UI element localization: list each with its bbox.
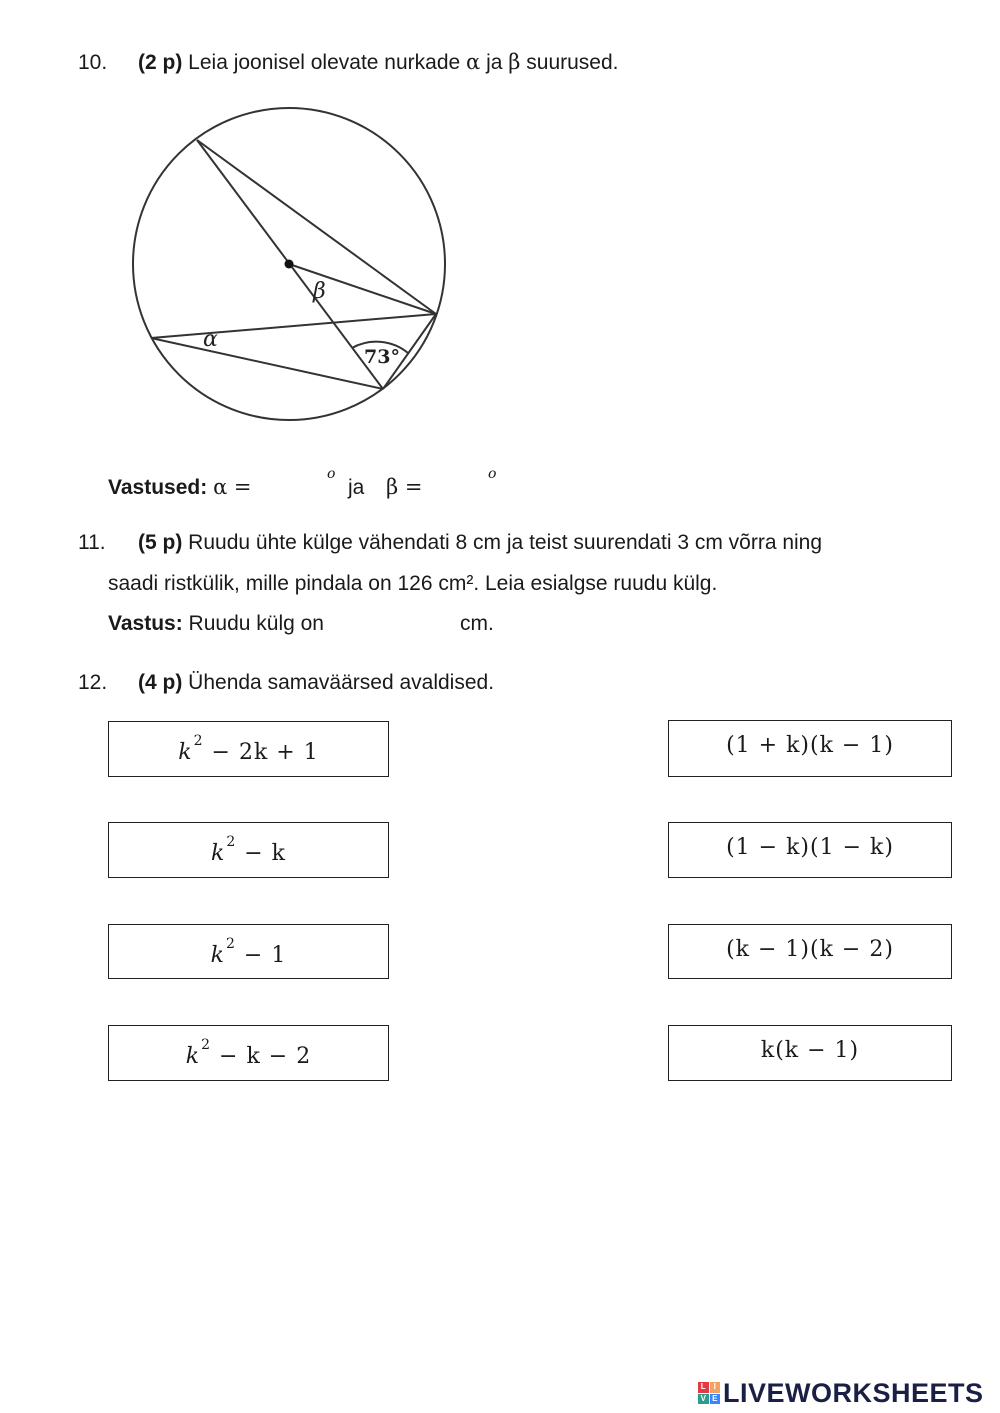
- q11-answer: [108, 613, 324, 634]
- q11-line1-text: Ruudu ühte külge vähendati 8 cm ja teist suurendati 3 cm võrra ning: [188, 531, 823, 554]
- q10-alpha: α: [466, 50, 481, 74]
- left-expression-box-1[interactable]: [108, 721, 389, 777]
- logo-tile-3: V: [698, 1394, 709, 1405]
- q10-and: ja: [486, 51, 503, 74]
- logo-tile-1: L: [698, 1382, 709, 1393]
- q11-line2: saadi ristkülik, mille pindala on 126 cm². Leia esialgse ruudu külg.: [108, 572, 718, 595]
- center-point: [285, 260, 294, 269]
- q12-prompt: [138, 672, 494, 693]
- left-expression-box-2[interactable]: [108, 822, 389, 878]
- left-expression-box-4[interactable]: [108, 1025, 389, 1081]
- left-expression-box-3[interactable]: [108, 924, 389, 979]
- right-expression-box-4[interactable]: [668, 1025, 952, 1081]
- beta-answer-field[interactable]: [432, 470, 486, 502]
- label-beta: β: [313, 279, 326, 304]
- beta-degree-mark: o: [488, 466, 497, 482]
- chord-left-to-right: [151, 314, 436, 338]
- right-expression-box-2[interactable]: [668, 822, 952, 878]
- right-expression-4: k(k − 1): [760, 1038, 860, 1063]
- q10-text-post: suurused.: [526, 51, 619, 74]
- logo-tile-2: I: [710, 1382, 721, 1393]
- q10-points: (2 p): [138, 51, 183, 74]
- left-expression-2: $k^2 - k$: [210, 834, 287, 866]
- liveworksheets-logo: [698, 1378, 984, 1408]
- logo-tiles-icon: [698, 1382, 720, 1404]
- q10-beta: β: [508, 50, 521, 74]
- q10-answers: [108, 477, 252, 498]
- right-expression-1: (1 + k)(k − 1): [726, 733, 894, 758]
- circle-figure: [0, 0, 1000, 440]
- q12-points: (4 p): [138, 671, 183, 694]
- q10-answers-label: Vastused:: [108, 476, 208, 499]
- right-expression-2: (1 − k)(1 − k): [726, 835, 894, 860]
- q12-text: Ühenda samaväärsed avaldised.: [188, 671, 495, 694]
- q11-answer-label: Vastus:: [108, 612, 183, 635]
- right-expression-box-1[interactable]: [668, 720, 952, 777]
- alpha-answer-field[interactable]: [272, 470, 326, 502]
- left-expression-4: $k^2 - k - 2$: [185, 1037, 312, 1069]
- q10-ja: ja: [348, 476, 365, 499]
- right-expression-3: (k − 1)(k − 2): [726, 937, 894, 962]
- q11-line1: [138, 532, 822, 553]
- q12-number: 12.: [78, 671, 108, 694]
- label-alpha: α: [203, 327, 218, 352]
- q11-points: (5 p): [138, 531, 183, 554]
- side-length-answer-field[interactable]: [356, 606, 454, 638]
- radius-to-right: [289, 264, 436, 314]
- alpha-degree-mark: o: [327, 466, 336, 482]
- left-expression-1: $k^2 - 2k + 1$: [178, 733, 319, 765]
- q11-number: 11.: [78, 531, 106, 554]
- q10-alpha-eq: α =: [213, 475, 252, 499]
- q10-number: 10.: [78, 51, 108, 74]
- q10-beta-eq: β =: [386, 475, 423, 499]
- logo-text: LIVEWORKSHEETS: [723, 1377, 984, 1408]
- right-expression-box-3[interactable]: [668, 924, 952, 979]
- left-expression-3: $k^2 - 1$: [210, 935, 287, 968]
- label-73-degrees: 73°: [364, 346, 400, 368]
- q11-answer-text: Ruudu külg on: [188, 612, 324, 635]
- logo-tile-4: E: [710, 1394, 721, 1405]
- q10-text-pre: Leia joonisel olevate nurkade: [188, 51, 461, 74]
- q11-answer-unit: cm.: [460, 612, 494, 635]
